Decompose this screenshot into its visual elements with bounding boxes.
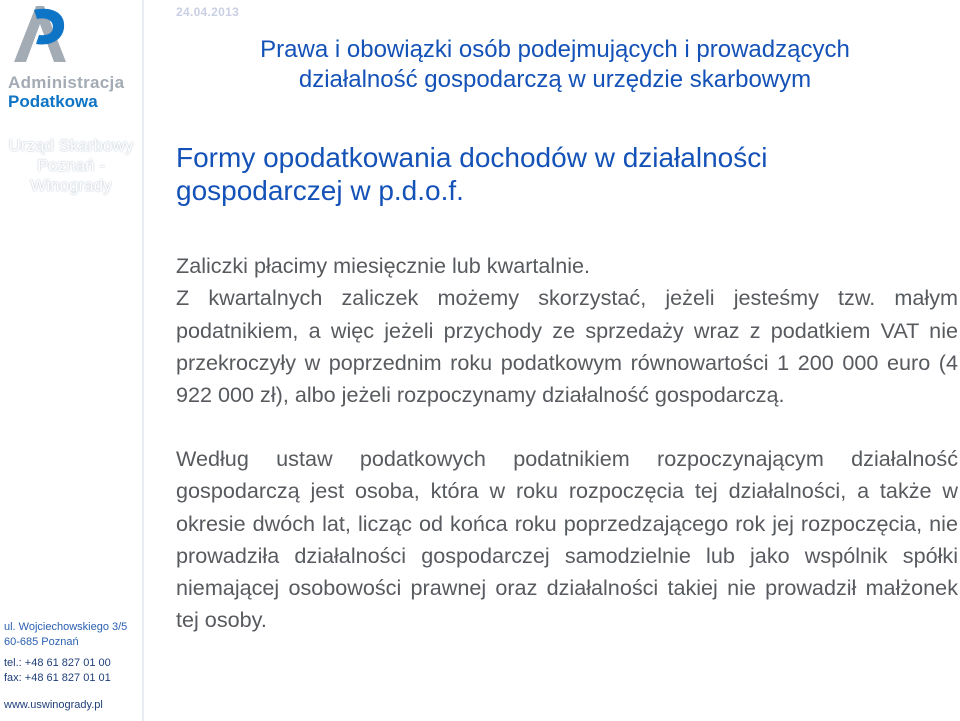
office-name-line: Urząd Skarbowy bbox=[8, 136, 134, 155]
address-line-street: ul. Wojciechowskiego 3/5 bbox=[4, 621, 128, 633]
office-name bbox=[0, 136, 142, 196]
section-heading-line: Formy opodatkowania dochodów w działalności bbox=[176, 142, 768, 173]
office-name-line: Winogrady bbox=[30, 176, 112, 195]
body-paragraph-definition: Według ustaw podatkowych podatnikiem rozpoczynającym działalność gospodarczą jest osoba, która w roku rozpoczęcia tej działalności, a także w okresie dwóch lat, licząc od końca roku poprzedzającego rok jej rozpoczęcia, nie prowadziła działalności gospodarczej samodzielnie lub jako wspólnik spółki niemającej osobowości prawnej oraz działalności takiej nie prowadził małżonek tej osoby. bbox=[176, 446, 958, 633]
logo-text-administracja: Administracja bbox=[8, 73, 125, 92]
slide-title-line: Prawa i obowiązki osób podejmujących i prowadzących bbox=[260, 36, 850, 63]
section-heading-line: gospodarczej w p.d.o.f. bbox=[176, 175, 464, 206]
slide-date: 24.04.2013 bbox=[176, 5, 240, 19]
phone-number: tel.: +48 61 827 01 00 bbox=[4, 657, 111, 669]
website-link[interactable]: www.uswinogrady.pl bbox=[4, 699, 103, 711]
sidebar bbox=[0, 0, 144, 721]
body-line-intro: Zaliczki płacimy miesięcznie lub kwartalnie. bbox=[176, 253, 591, 278]
section-heading bbox=[176, 141, 936, 207]
logo-text-podatkowa: Podatkowa bbox=[8, 92, 98, 111]
slide-title bbox=[175, 35, 935, 95]
office-name-line: Poznań - bbox=[36, 156, 106, 175]
administracja-podatkowa-logo bbox=[4, 2, 134, 110]
body-paragraph-small-taxpayer: Z kwartalnych zaliczek możemy skorzystać, jeżeli jesteśmy tzw. małym podatnikiem, a więc jeżeli przychody ze sprzedaży wraz z podatkiem VAT nie przekroczyły w poprzednim roku podatkowym równowartości 1 200 000 euro (4 922 000 zł), albo jeżeli rozpoczynamy działalność gospodarczą. bbox=[176, 285, 958, 408]
fax-number: fax: +48 61 827 01 01 bbox=[4, 672, 111, 684]
address-line-city: 60-685 Poznań bbox=[4, 636, 79, 648]
slide-title-line: działalność gospodarczą w urzędzie skarbowym bbox=[298, 66, 812, 93]
body-text-quarterly bbox=[176, 250, 958, 411]
logo-mark-icon bbox=[6, 2, 68, 72]
